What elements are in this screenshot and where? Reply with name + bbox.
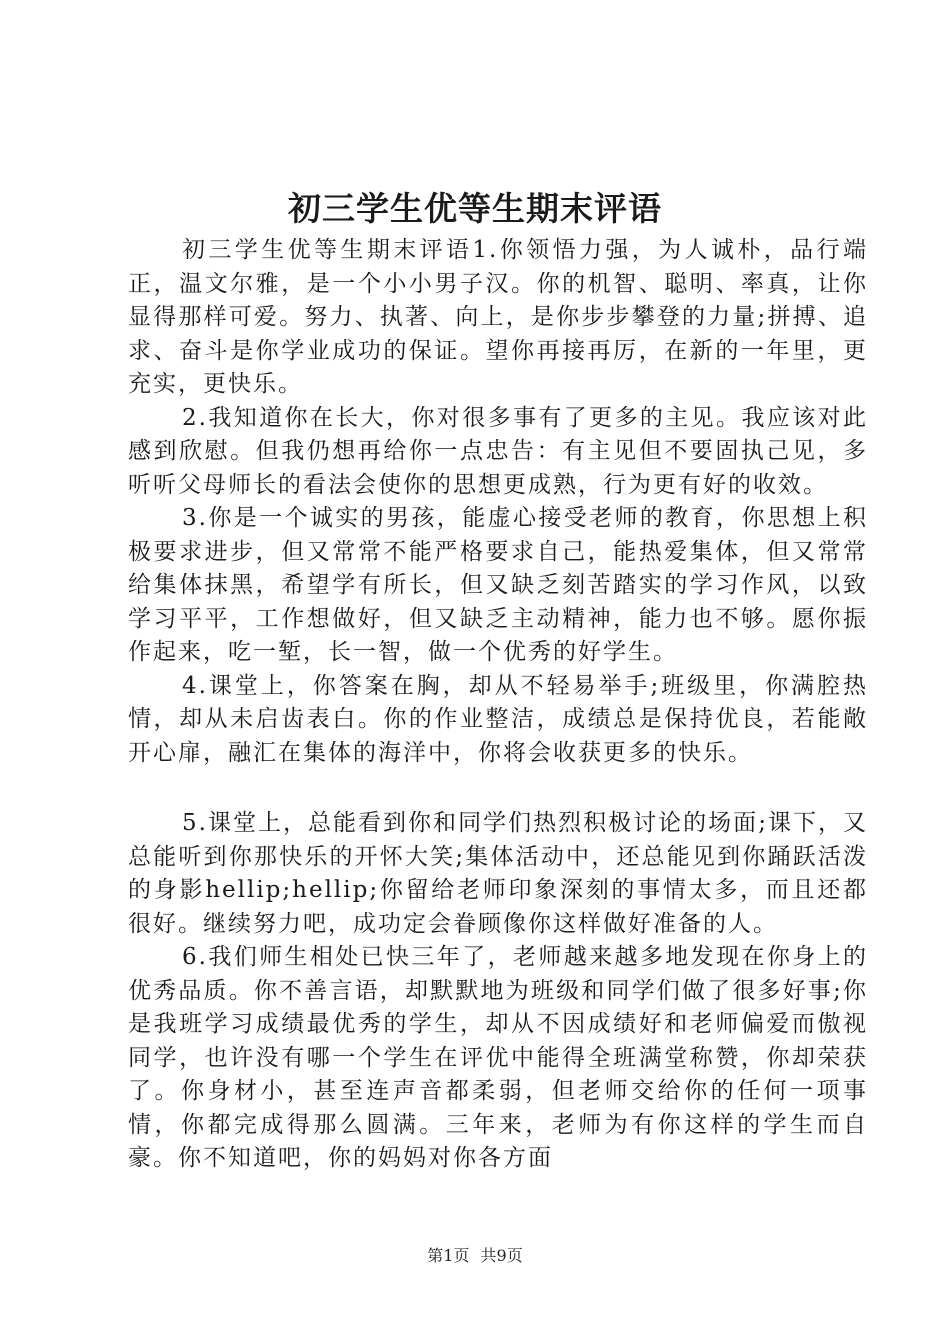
paragraph-1: 初三学生优等生期末评语1.你领悟力强，为人诚朴，品行端正，温文尔雅，是一个小小男子汉。你的机智、聪明、率真，让你显得那样可爱。努力、执著、向上，是你步步攀登的力量;拼搏、追求、奋斗是你学业成功的保证。望你再接再厉，在新的一年里，更充实，更快乐。 xyxy=(128,237,868,397)
paragraph-2: 2.我知道你在长大，你对很多事有了更多的主见。我应该对此感到欣慰。但我仍想再给你一点忠告：有主见但不要固执己见，多听听父母师长的看法会使你的思想更成熟，行为更有好的收效。 xyxy=(128,404,868,498)
paragraph-6: 6.我们师生相处已快三年了，老师越来越多地发现在你身上的优秀品质。你不善言语，却默默地为班级和同学们做了很多好事;你是我班学习成绩最优秀的学生，却从不因成绩好和老师偏爱而傲视同学，也许没有哪一个学生在评优中能得全班满堂称赞，你却荣获了。你身材小，甚至连声音都柔弱，但老师交给你的任何一项事情，你都完成得那么圆满。三年来，老师为有你这样的学生而自豪。你不知道吧，你的妈妈对你各方面 xyxy=(128,944,868,1171)
paragraph-3: 3.你是一个诚实的男孩，能虚心接受老师的教育，你思想上积极要求进步，但又常常不能严格要求自己，能热爱集体，但又常常给集体抹黑，希望学有所长，但又缺乏刻苦踏实的学习作风，以致学习平平，工作想做好，但又缺乏主动精神，能力也不够。愿你振作起来，吃一堑，长一智，做一个优秀的好学生。 xyxy=(128,505,868,665)
page-number: 第1页 xyxy=(427,1246,470,1265)
paragraph-5: 5.课堂上，总能看到你和同学们热烈积极讨论的场面;课下，又总能听到你那快乐的开怀大笑;集体活动中，还总能见到你踊跃活泼的身影hellip;hellip;你留给老师印象深刻的事情太多，而且还都很好。继续努力吧，成功定会眷顾像你这样做好准备的人。 xyxy=(128,810,868,937)
document-body xyxy=(128,234,868,1176)
page-footer xyxy=(0,1246,950,1266)
document-title: 初三学生优等生期末评语 xyxy=(288,189,662,228)
paragraph-4: 4.课堂上，你答案在胸，却从不轻易举手;班级里，你满腔热情，却从未启齿表白。你的作业整洁，成绩总是保持优良，若能敞开心扉，融汇在集体的海洋中，你将会收获更多的快乐。 xyxy=(128,672,868,766)
page-total: 共9页 xyxy=(480,1246,523,1265)
